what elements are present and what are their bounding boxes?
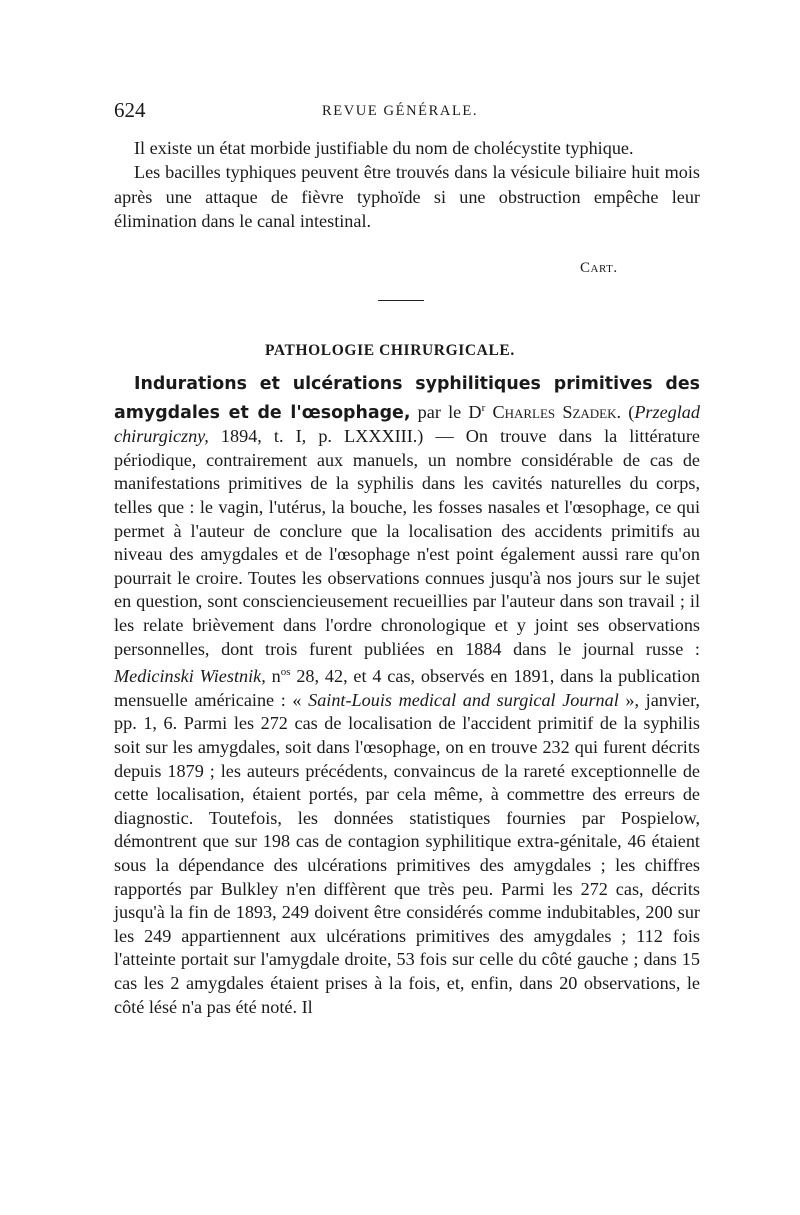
journal-name-2: Medicinski Wiestnik, [114,666,266,687]
intro-paragraph-2: Les bacilles typhiques peuvent être trouvés dans la vésicule biliaire huit mois après une attaque de fièvre typhoïde si une obstruction empêche leur élimination dans le canal intestinal. [114,162,700,231]
article-title: Indurations et ulcérations syphilitiques primitives des amygdales et de l'œsophage, [114,374,700,423]
citation-rest: 1894, t. I, p. LXXXIII.) [208,426,424,447]
article-by: par le D [410,401,482,422]
journal-name-3: Saint-Louis medical and surgical Journal [308,689,619,710]
running-head: REVUE GÉNÉRALE. [322,103,479,119]
section-title: PATHOLOGIE CHIRURGICALE. [265,342,515,359]
article-text-3: 28, 42, et 4 cas, observés en 1891, dans la publication mensuelle américaine : « [114,666,701,710]
article-text-4: », janvier, pp. 1, 6. Parmi les 272 cas de localisation de l'accident primitif de la syphilis soit sur les amygdales, soit dans l'œsophage, on en trouve 232 qui furent décrits depuis 1879 ; les auteurs précédents, convaincus de la rareté exceptionnelle de cette localisation, étaient portés, par cela même, à commettre des erreurs de diagnostic. Toutefois, les données statistiques fournies par Pospielow, démontrent que sur 198 cas de contagion syphilitique extra-génitale, 46 étaient sous la dépendance des ulcérations primitives des amygdales ; les chiffres rapportés par Bulkley n'en diffèrent que très peu. Parmi les 272 cas, décrits jusqu'à la fin de 1893, 249 doivent être considérés comme indubitables, 200 sur les 249 appartiennent aux ulcérations primitives des amygdales ; 112 fois l'atteinte portait sur l'amygdale droite, 53 fois sur celle du côté gauche ; dans 15 cas les 2 amygdales étaient prises à la fois, et, enfin, dans 20 observations, le côté lésé n'a pas été noté. Il [114,689,700,1017]
article-text-2: n [265,666,281,687]
article [114,372,700,1019]
article-paragraph [114,372,700,1019]
citation-open: ( [621,401,635,422]
intro-text [114,136,700,233]
article-text-1: — On trouve dans la littérature périodique, contrairement aux manuels, un nombre considérable de cas de manifestations primitives de la syphilis dans les cavités naturelles du corps, telles que : le vagin, l'utérus, la bouche, les fosses nasales et l'œsophage, ce qui permet à l'auteur de conclure que la localisation des accidents primitifs au niveau des amygdales et de l'œsophage n'est point également aussi rare qu'on pourrait le croire. Toutes les observations connues jusqu'à nos jours sur le sujet en question, sont consciencieusement recueillies par l'auteur dans son travail ; il les relate brièvement dans l'ordre chronologique et y joint ses observations personnelles, dont trois furent publiées en 1884 dans le journal russe : [114,426,700,659]
journal-name: Przeglad chirurgiczny, [114,401,700,447]
page-header [114,98,704,128]
article-author: Charles Szadek. [485,401,622,422]
author-signature: Cart. [580,260,618,276]
intro-paragraph-1: Il existe un état morbide justifiable du nom de cholécystite typhique. [134,138,634,158]
section-divider [378,300,424,301]
article-by-sup: r [481,401,486,414]
article-text-2-sup: os [280,666,291,679]
page-number: 624 [114,98,146,122]
